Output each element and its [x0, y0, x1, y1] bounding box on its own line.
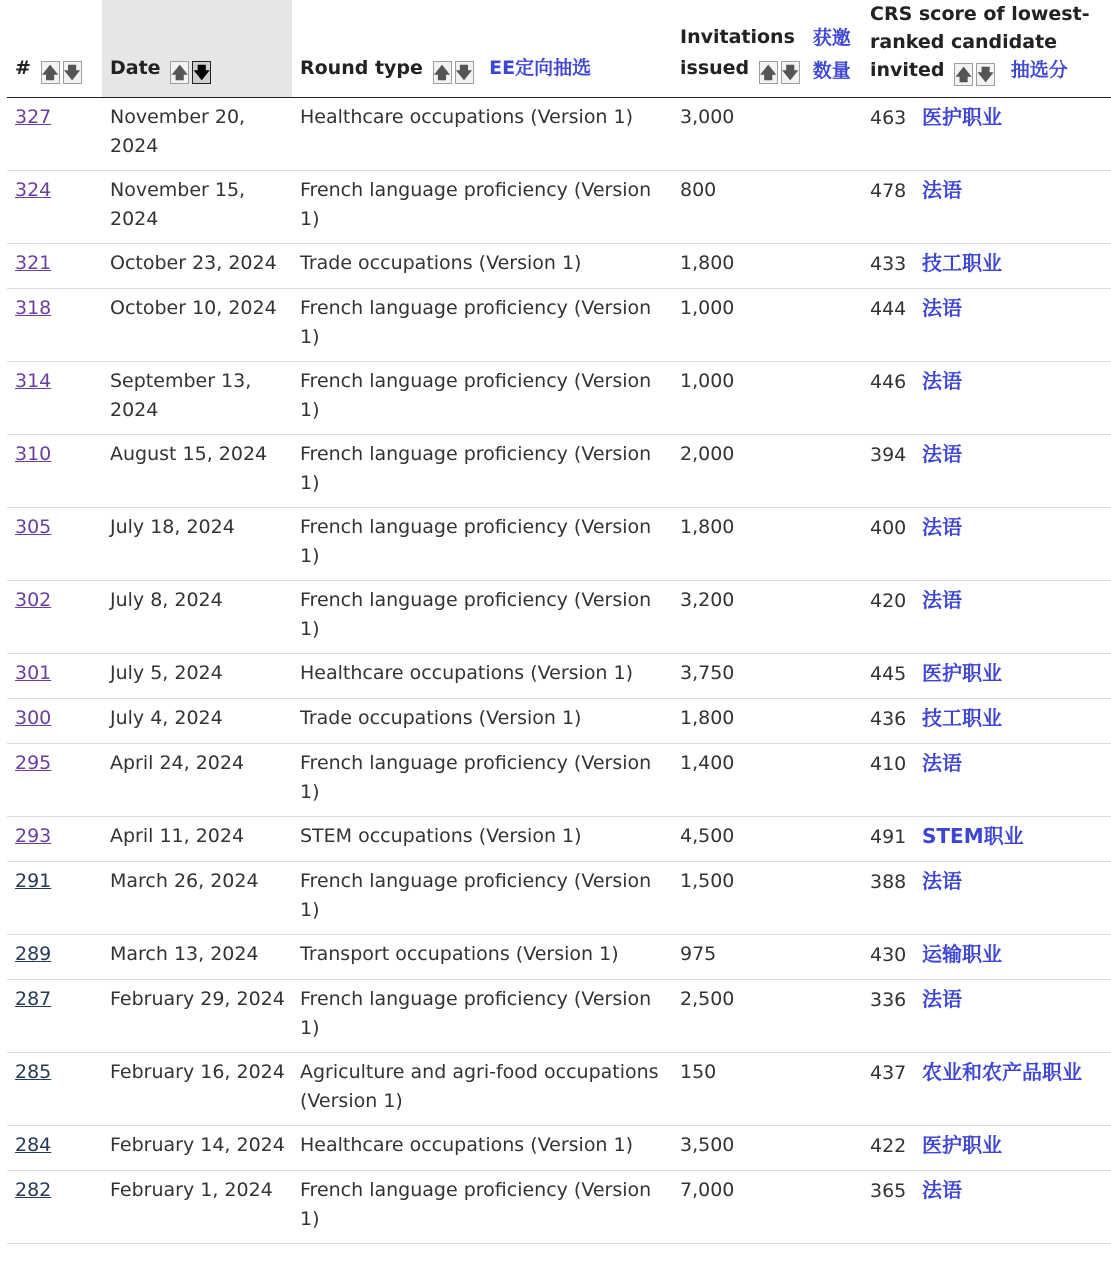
crs-cell	[862, 98, 1111, 171]
table-row	[7, 362, 1111, 435]
round-number-cell	[7, 744, 102, 817]
round-type-cell: Healthcare occupations (Version 1)	[292, 1126, 672, 1171]
table-row	[7, 1053, 1111, 1126]
invitations-cell: 3,750	[672, 654, 862, 699]
date-cell: April 24, 2024	[102, 744, 292, 817]
crs-score: 410	[870, 753, 907, 775]
round-type-cell: French language proficiency (Version 1)	[292, 744, 672, 817]
crs-score: 445	[870, 663, 907, 685]
date-cell: August 15, 2024	[102, 435, 292, 508]
invitations-zh-annotation	[813, 22, 851, 88]
round-number-cell	[7, 362, 102, 435]
table-body	[7, 98, 1111, 1244]
crs-score: 491	[870, 826, 907, 848]
round-number-link[interactable]: 293	[15, 825, 52, 847]
crs-cell	[862, 435, 1111, 508]
round-number-cell	[7, 817, 102, 862]
arrow-down-icon[interactable]: 🡇	[193, 63, 210, 82]
invitations-cell: 1,800	[672, 699, 862, 744]
category-zh-label: STEM职业	[922, 824, 1024, 848]
round-number-cell	[7, 1126, 102, 1171]
arrow-up-icon[interactable]: 🡅	[433, 63, 451, 82]
round-type-cell: STEM occupations (Version 1)	[292, 817, 672, 862]
crs-score: 430	[870, 944, 907, 966]
table-header-row	[7, 0, 1111, 98]
round-number-cell	[7, 581, 102, 654]
round-number-link[interactable]: 295	[15, 752, 52, 774]
crs-cell	[862, 508, 1111, 581]
category-zh-label: 技工职业	[922, 706, 1002, 730]
invitations-zh-line2: 数量	[812, 60, 851, 82]
crs-sort-controls	[954, 60, 998, 88]
category-zh-label: 法语	[922, 296, 962, 320]
round-number-cell	[7, 244, 102, 289]
invitations-cell: 800	[672, 171, 862, 244]
round-number-link[interactable]: 301	[15, 662, 52, 684]
round-number-link[interactable]: 285	[15, 1061, 52, 1083]
invitations-cell: 3,500	[672, 1126, 862, 1171]
invitations-cell: 2,000	[672, 435, 862, 508]
category-zh-label: 技工职业	[922, 251, 1002, 275]
arrow-down-icon[interactable]: 🡇	[977, 65, 994, 84]
date-cell: July 8, 2024	[102, 581, 292, 654]
crs-header-line1: CRS score of lowest-	[870, 3, 1090, 25]
round-number-link[interactable]: 300	[15, 707, 52, 729]
arrow-down-icon[interactable]: 🡇	[455, 63, 473, 82]
round-number-link[interactable]: 327	[15, 106, 52, 128]
category-zh-label: 法语	[922, 178, 962, 202]
round-type-header-label: Round type	[300, 57, 423, 79]
round-type-cell: Healthcare occupations (Version 1)	[292, 654, 672, 699]
round-number-cell	[7, 699, 102, 744]
round-type-cell: French language proficiency (Version 1)	[292, 581, 672, 654]
invitations-zh-line1: 获邀	[812, 27, 851, 49]
crs-cell	[862, 289, 1111, 362]
invitations-cell: 3,000	[672, 98, 862, 171]
round-number-link[interactable]: 305	[15, 516, 52, 538]
arrow-up-icon[interactable]: 🡅	[171, 63, 188, 82]
crs-score: 433	[870, 253, 907, 275]
round-number-link[interactable]: 321	[15, 252, 52, 274]
table-row	[7, 817, 1111, 862]
crs-cell	[862, 654, 1111, 699]
round-type-zh-annotation: EE定向抽选	[489, 57, 592, 79]
round-type-cell: Transport occupations (Version 1)	[292, 935, 672, 980]
table-row	[7, 1171, 1111, 1244]
category-zh-label: 医护职业	[922, 661, 1002, 685]
table-row	[7, 171, 1111, 244]
date-cell: July 5, 2024	[102, 654, 292, 699]
round-type-cell: Trade occupations (Version 1)	[292, 244, 672, 289]
crs-score: 365	[870, 1180, 907, 1202]
crs-cell	[862, 744, 1111, 817]
crs-cell	[862, 935, 1111, 980]
table-row	[7, 862, 1111, 935]
round-number-link[interactable]: 314	[15, 370, 52, 392]
invitations-sort-controls	[759, 57, 803, 88]
crs-cell	[862, 980, 1111, 1053]
table-row	[7, 744, 1111, 817]
num-sort-controls	[41, 57, 85, 88]
category-zh-label: 医护职业	[922, 1133, 1002, 1157]
crs-score: 394	[870, 444, 907, 466]
round-type-cell: French language proficiency (Version 1)	[292, 862, 672, 935]
crs-score: 400	[870, 517, 907, 539]
round-type-cell: French language proficiency (Version 1)	[292, 980, 672, 1053]
category-zh-label: 法语	[922, 515, 962, 539]
table-row	[7, 699, 1111, 744]
crs-cell	[862, 171, 1111, 244]
table-row	[7, 508, 1111, 581]
crs-score: 420	[870, 590, 907, 612]
invitations-cell: 1,800	[672, 508, 862, 581]
arrow-down-icon[interactable]: 🡇	[63, 63, 81, 82]
invitations-cell: 3,200	[672, 581, 862, 654]
date-cell: March 26, 2024	[102, 862, 292, 935]
round-number-cell	[7, 98, 102, 171]
category-zh-label: 法语	[922, 369, 962, 393]
round-type-cell: French language proficiency (Version 1)	[292, 1171, 672, 1244]
arrow-up-icon[interactable]: 🡅	[41, 63, 59, 82]
category-zh-label: 法语	[922, 869, 962, 893]
round-type-cell: French language proficiency (Version 1)	[292, 508, 672, 581]
date-header-label: Date	[110, 57, 161, 79]
round-number-cell	[7, 654, 102, 699]
date-cell: April 11, 2024	[102, 817, 292, 862]
crs-score: 444	[870, 298, 907, 320]
round-number-cell	[7, 862, 102, 935]
round-number-cell	[7, 980, 102, 1053]
crs-score: 446	[870, 371, 907, 393]
crs-score: 436	[870, 708, 907, 730]
date-cell: February 1, 2024	[102, 1171, 292, 1244]
invitations-header-line1: Invitations	[680, 26, 795, 48]
crs-cell	[862, 244, 1111, 289]
round-number-cell	[7, 171, 102, 244]
table-row	[7, 435, 1111, 508]
round-number-cell	[7, 1053, 102, 1126]
table-row	[7, 244, 1111, 289]
date-cell: March 13, 2024	[102, 935, 292, 980]
round-number-link[interactable]: 284	[15, 1134, 52, 1156]
category-zh-label: 法语	[922, 751, 962, 775]
round-number-link[interactable]: 302	[15, 589, 52, 611]
date-cell: November 15, 2024	[102, 171, 292, 244]
table-row	[7, 581, 1111, 654]
crs-cell	[862, 1126, 1111, 1171]
round-type-cell: French language proficiency (Version 1)	[292, 289, 672, 362]
crs-cell	[862, 699, 1111, 744]
crs-cell	[862, 581, 1111, 654]
category-zh-label: 农业和农产品职业	[922, 1060, 1082, 1084]
round-type-cell: Agriculture and agri-food occupations (Version 1)	[292, 1053, 672, 1126]
date-cell: July 4, 2024	[102, 699, 292, 744]
invitations-cell: 1,000	[672, 289, 862, 362]
round-type-cell: French language proficiency (Version 1)	[292, 362, 672, 435]
round-number-link[interactable]: 291	[15, 870, 52, 892]
invitations-cell: 1,500	[672, 862, 862, 935]
round-number-link[interactable]: 324	[15, 179, 52, 201]
table-row	[7, 935, 1111, 980]
category-zh-label: 法语	[922, 987, 962, 1011]
invitations-cell: 975	[672, 935, 862, 980]
invitations-cell: 2,500	[672, 980, 862, 1053]
crs-score: 422	[870, 1135, 907, 1157]
date-cell: October 23, 2024	[102, 244, 292, 289]
crs-score: 437	[870, 1062, 907, 1084]
invitations-cell: 150	[672, 1053, 862, 1126]
invitations-cell: 4,500	[672, 817, 862, 862]
category-zh-label: 运输职业	[922, 942, 1002, 966]
round-type-cell: Trade occupations (Version 1)	[292, 699, 672, 744]
invitations-cell: 1,800	[672, 244, 862, 289]
category-zh-label: 医护职业	[922, 105, 1002, 129]
crs-score: 336	[870, 989, 907, 1011]
crs-cell	[862, 862, 1111, 935]
date-cell: February 14, 2024	[102, 1126, 292, 1171]
crs-cell	[862, 817, 1111, 862]
date-sort-controls	[170, 57, 214, 88]
date-column-header	[102, 0, 292, 98]
date-cell: November 20, 2024	[102, 98, 292, 171]
category-zh-label: 法语	[922, 588, 962, 612]
round-type-cell: French language proficiency (Version 1)	[292, 171, 672, 244]
category-zh-label: 法语	[922, 442, 962, 466]
crs-score: 388	[870, 871, 907, 893]
crs-score: 463	[870, 107, 907, 129]
crs-header-line3: invited	[870, 59, 945, 81]
invitations-cell: 1,000	[672, 362, 862, 435]
round-number-link[interactable]: 318	[15, 297, 52, 319]
num-header-label: #	[15, 57, 31, 79]
round-number-cell	[7, 508, 102, 581]
round-number-link[interactable]: 310	[15, 443, 52, 465]
date-cell: October 10, 2024	[102, 289, 292, 362]
round-type-cell: Healthcare occupations (Version 1)	[292, 98, 672, 171]
round-type-column-header	[292, 0, 672, 98]
arrow-up-icon[interactable]: 🡅	[760, 63, 777, 82]
crs-cell	[862, 1171, 1111, 1244]
round-number-cell	[7, 1171, 102, 1244]
crs-score: 478	[870, 180, 907, 202]
table-row	[7, 1126, 1111, 1171]
crs-zh-annotation: 抽选分	[1010, 59, 1068, 81]
invitations-cell: 1,400	[672, 744, 862, 817]
table-row	[7, 98, 1111, 171]
round-number-cell	[7, 935, 102, 980]
date-cell: September 13, 2024	[102, 362, 292, 435]
table-row	[7, 980, 1111, 1053]
num-column-header	[7, 0, 102, 98]
round-number-link[interactable]: 289	[15, 943, 52, 965]
invitations-column-header	[672, 0, 862, 98]
table-row	[7, 289, 1111, 362]
round-number-link[interactable]: 287	[15, 988, 52, 1010]
crs-cell	[862, 1053, 1111, 1126]
date-cell: February 16, 2024	[102, 1053, 292, 1126]
arrow-down-icon[interactable]: 🡇	[782, 63, 799, 82]
round-type-cell: French language proficiency (Version 1)	[292, 435, 672, 508]
crs-column-header	[862, 0, 1111, 98]
arrow-up-icon[interactable]: 🡅	[955, 65, 972, 84]
date-cell: February 29, 2024	[102, 980, 292, 1053]
invitations-header-line2: issued	[680, 57, 750, 79]
table-row	[7, 654, 1111, 699]
round-type-sort-controls	[433, 57, 477, 88]
express-entry-rounds-table	[7, 0, 1111, 1244]
crs-header-line2: ranked candidate	[870, 31, 1058, 53]
round-number-cell	[7, 289, 102, 362]
category-zh-label: 法语	[922, 1178, 962, 1202]
round-number-link[interactable]: 282	[15, 1179, 52, 1201]
date-cell: July 18, 2024	[102, 508, 292, 581]
round-number-cell	[7, 435, 102, 508]
crs-cell	[862, 362, 1111, 435]
invitations-cell: 7,000	[672, 1171, 862, 1244]
